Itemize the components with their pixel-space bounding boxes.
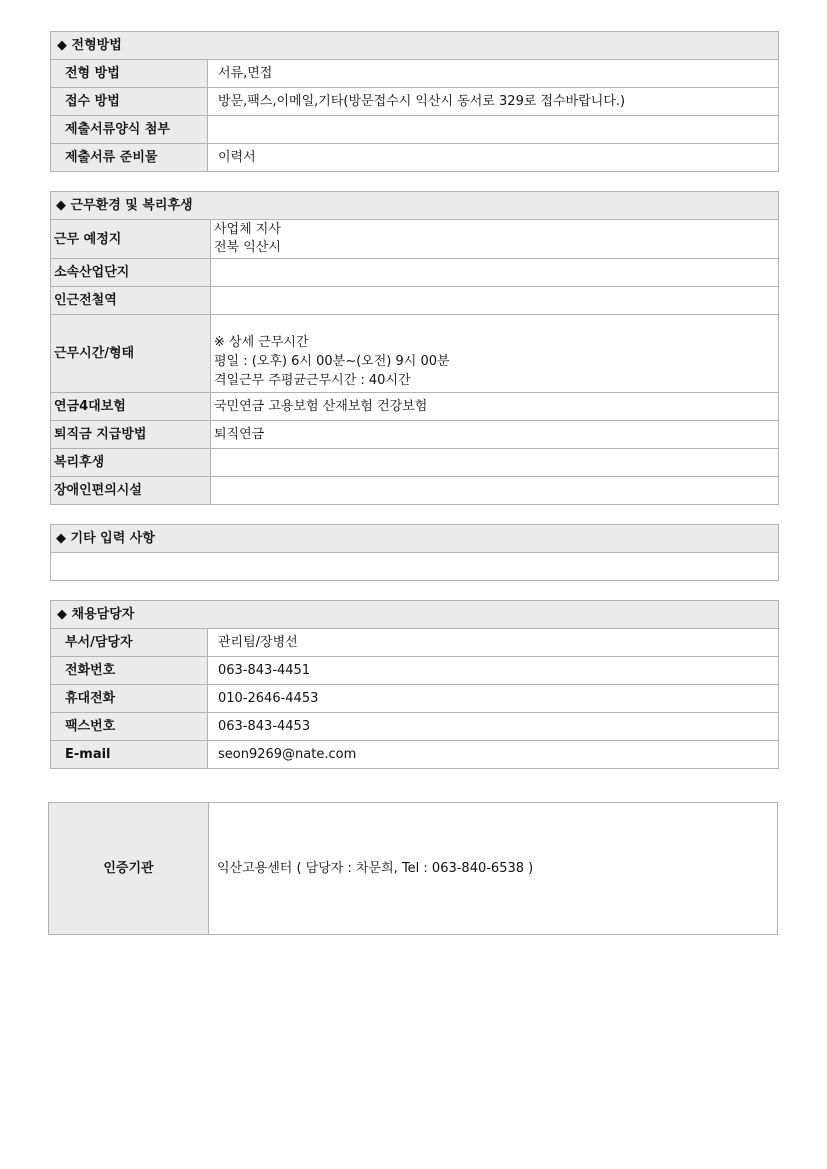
row-label-accessibility: 장애인편의시설 (51, 477, 211, 505)
row-value-screening-method: 서류,면접 (208, 60, 779, 88)
certification-agency-label: 인증기관 (49, 803, 209, 935)
row-label-department: 부서/담당자 (51, 629, 208, 657)
row-value-nearby-station (211, 287, 779, 315)
row-label-nearby-station: 인근전철역 (51, 287, 211, 315)
row-label-document-form: 제출서류양식 첨부 (51, 116, 208, 144)
row-label-mobile: 휴대전화 (51, 685, 208, 713)
row-value-document-form (208, 116, 779, 144)
row-value-welfare (211, 449, 779, 477)
row-label-work-location: 근무 예정지 (51, 220, 211, 259)
screening-method-table (50, 31, 779, 172)
row-value-mobile: 010-2646-4453 (208, 685, 779, 713)
certification-agency-value: 익산고용센터 ( 담당자 : 차문희, Tel : 063-840-6538 ) (209, 803, 778, 935)
row-label-screening-method: 전형 방법 (51, 60, 208, 88)
row-label-severance-pay: 퇴직금 지급방법 (51, 421, 211, 449)
row-label-work-hours: 근무시간/형태 (51, 315, 211, 393)
row-label-email: E-mail (51, 741, 208, 769)
section-title-other-info: ◆ 기타 입력 사항 (51, 525, 779, 553)
row-value-required-documents: 이력서 (208, 144, 779, 172)
row-value-department: 관리팀/장병선 (208, 629, 779, 657)
row-value-application-method: 방문,팩스,이메일,기타(방문접수시 익산시 동서로 329로 접수바랍니다.) (208, 88, 779, 116)
work-environment-table (50, 191, 779, 505)
row-value-work-hours: ※ 상세 근무시간 평일 : (오후) 6시 00분~(오전) 9시 00분 격일근무 주평균근무시간 : 40시간 (211, 315, 779, 393)
section-title-screening: ◆ 전형방법 (51, 32, 779, 60)
row-value-work-location: 사업체 지사 전북 익산시 (211, 220, 779, 259)
row-label-phone: 전화번호 (51, 657, 208, 685)
other-info-value (51, 553, 779, 581)
section-title-recruiter: ◆ 채용담당자 (51, 601, 779, 629)
recruiter-contact-table (50, 600, 779, 769)
row-value-severance-pay: 퇴직연금 (211, 421, 779, 449)
row-value-email: seon9269@nate.com (208, 741, 779, 769)
section-title-work-environment: ◆ 근무환경 및 복리후생 (51, 192, 779, 220)
row-label-fax: 팩스번호 (51, 713, 208, 741)
row-label-required-documents: 제출서류 준비물 (51, 144, 208, 172)
row-value-social-insurance: 국민연금 고용보험 산재보험 건강보험 (211, 393, 779, 421)
row-value-fax: 063-843-4453 (208, 713, 779, 741)
row-label-social-insurance: 연금4대보험 (51, 393, 211, 421)
row-label-application-method: 접수 방법 (51, 88, 208, 116)
row-label-industrial-complex: 소속산업단지 (51, 259, 211, 287)
row-value-accessibility (211, 477, 779, 505)
certification-agency-table (48, 802, 778, 935)
other-info-table (50, 524, 779, 581)
row-value-phone: 063-843-4451 (208, 657, 779, 685)
row-value-industrial-complex (211, 259, 779, 287)
row-label-welfare: 복리후생 (51, 449, 211, 477)
